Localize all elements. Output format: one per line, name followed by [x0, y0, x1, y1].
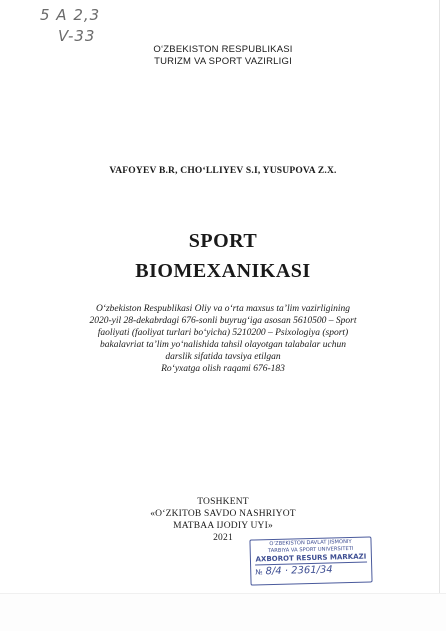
- stamp-line-3: AXBOROT RESURS MARKAZI: [255, 553, 367, 566]
- approval-line: Ro‘yxatga olish raqami 676-183: [161, 364, 285, 374]
- stamp-line-1: O‘ZBEKISTON DAVLAT JISMONIY: [269, 538, 352, 548]
- publisher-block: [0, 496, 446, 544]
- handwritten-shelf-mark: 5 A 2,3: [40, 6, 101, 24]
- stamp-number-prefix: №: [255, 568, 263, 577]
- ministry-line-2: TURIZM VA SPORT VAZIRLIGI: [154, 56, 292, 67]
- ministry-header: [0, 44, 446, 68]
- page-bottom-margin: [0, 593, 446, 631]
- approval-line: O‘zbekiston Respublikasi Oliy va o‘rta maxsus ta’lim vazirligining: [95, 304, 351, 314]
- book-title: [0, 226, 446, 286]
- ministry-line-1: O‘ZBEKISTON RESPUBLIKASI: [153, 44, 293, 55]
- publisher-name-1: «O‘ZKITOB SAVDO NASHRIYOT: [150, 509, 296, 519]
- publisher-city: TOSHKENT: [197, 497, 249, 507]
- stamp-number: [251, 562, 371, 579]
- publisher-name-2: MATBAA IJODIY UYI»: [173, 521, 273, 531]
- authors: VAFOYEV B.R, CHO‘LLIYEV S.I, YUSUPOVA Z.X.: [109, 166, 337, 176]
- library-stamp: [249, 536, 372, 585]
- approval-line: 2020-yil 28-dekabrdagi 676-sonli buyrug‘iga asosan 5610500 – Sport: [89, 316, 357, 326]
- handwritten-shelf-code: V-33: [58, 27, 96, 45]
- publication-year: 2021: [213, 533, 233, 543]
- title-line-2: BIOMEXANIKASI: [135, 260, 311, 282]
- approval-statement: [40, 303, 406, 375]
- approval-line: faoliyati (faoliyat turlari bo‘yicha) 5210200 – Psixologiya (sport): [97, 328, 349, 338]
- approval-line: bakalavriat ta’lim yo‘nalishida tahsil olayotgan talabalar uchun: [100, 340, 346, 350]
- title-line-1: SPORT: [188, 230, 258, 252]
- stamp-line-2: TARBIYA VA SPORT UNIVERSITETI: [267, 545, 354, 555]
- stamp-number-value: 8/4 · 2361/34: [265, 564, 333, 578]
- approval-line: darslik sifatida tavsiya etilgan: [165, 352, 281, 362]
